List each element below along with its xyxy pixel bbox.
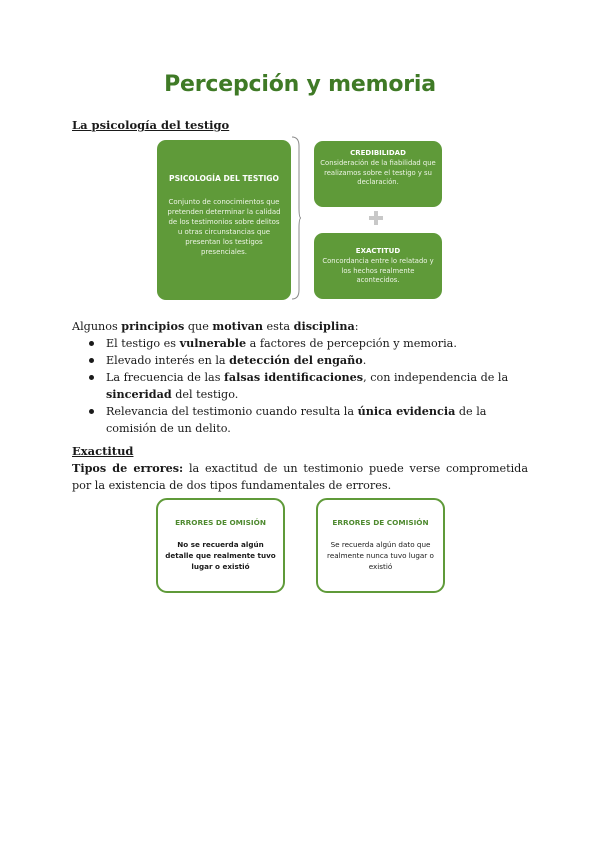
diagram-main-box [157, 140, 291, 300]
commission-error-desc: Se recuerda algún dato que realmente nunca tuvo lugar o existió [327, 540, 434, 571]
diagram-exactitud-box [314, 233, 442, 299]
section-heading-exactitud: Exactitud [72, 444, 134, 458]
commission-error-box [316, 498, 445, 593]
bracket-icon [291, 136, 301, 300]
list-item: Relevancia del testimonio cuando resulta la única evidencia de la comisión de un delito. [72, 403, 528, 437]
list-item: La frecuencia de las falsas identificaciones, con independencia de la sinceridad del testigo. [72, 369, 528, 403]
intro-paragraph: Algunos principios que motivan esta disciplina: [72, 319, 359, 333]
section-heading-psicologia: La psicología del testigo [72, 118, 230, 132]
diagram-credibilidad-title: CREDIBILIDAD [350, 149, 406, 157]
errors-paragraph: Tipos de errores: la exactitud de un testimonio puede verse comprometida por la existencia de dos tipos fundamentales de errores. [72, 461, 528, 492]
diagram-main-title: PSICOLOGÍA DEL TESTIGO [169, 174, 279, 183]
commission-error-title: ERRORES DE COMISIÓN [332, 518, 429, 527]
list-item: Elevado interés en la detección del engaño. [72, 352, 528, 369]
omission-error-box [156, 498, 285, 593]
principles-list [72, 335, 528, 437]
diagram-credibilidad-desc: Consideración de la fiabilidad que realizamos sobre el testigo y su declaración. [320, 159, 436, 186]
page-title: Percepción y memoria [164, 72, 436, 97]
diagram-exactitud-desc: Concordancia entre lo relatado y los hechos realmente acontecidos. [322, 257, 434, 284]
omission-error-title: ERRORES DE OMISIÓN [175, 518, 266, 527]
diagram-main-desc: Conjunto de conocimientos que pretenden determinar la calidad de los testimonios sobre delitos u otras circunstancias que presentan los testigos presenciales. [167, 198, 281, 256]
diagram-credibilidad-box [314, 141, 442, 207]
omission-error-desc: No se recuerda algún detalle que realmente tuvo lugar o existió [165, 540, 276, 571]
diagram-exactitud-title: EXACTITUD [355, 247, 401, 255]
list-item: El testigo es vulnerable a factores de percepción y memoria. [72, 335, 528, 352]
plus-icon [369, 211, 383, 225]
